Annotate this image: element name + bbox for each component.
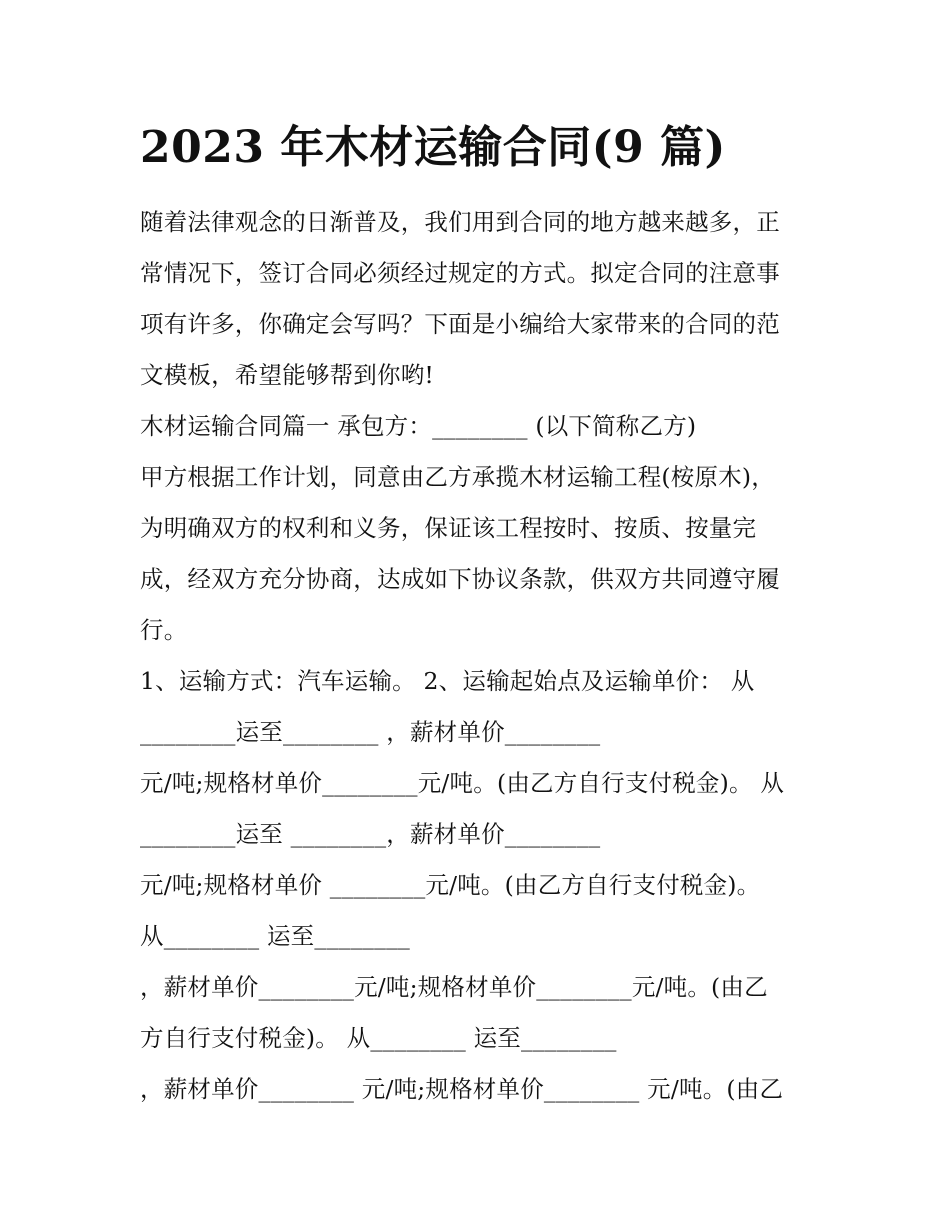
paragraph-line: 元/吨;规格材单价 ________元/吨。(由乙方自行支付税金)。: [140, 871, 761, 899]
paragraph-line: ，薪材单价________元/吨;规格材单价________元/吨。(由乙: [140, 973, 768, 1001]
paragraph-line: 行。: [140, 616, 188, 644]
paragraph-line: 常情况下，签订合同必须经过规定的方式。拟定合同的注意事: [140, 259, 780, 287]
paragraph-line: 成，经双方充分协商，达成如下协议条款，供双方共同遵守履: [140, 565, 780, 593]
paragraph-line: 1、运输方式：汽车运输。 2、运输起始点及运输单价： 从: [140, 667, 755, 695]
paragraph-line: 随着法律观念的日渐普及，我们用到合同的地方越来越多，正: [140, 208, 780, 236]
paragraph-line: 文模板，希望能够帮到你哟!: [140, 361, 435, 389]
paragraph-line: 元/吨;规格材单价________元/吨。(由乙方自行支付税金)。 从: [140, 769, 785, 797]
paragraph-line: 项有许多，你确定会写吗？下面是小编给大家带来的合同的范: [140, 310, 780, 338]
document-title: 2023 年木材运输合同(9 篇): [140, 122, 726, 173]
paragraph-line: ，薪材单价________ 元/吨;规格材单价________ 元/吨。(由乙: [140, 1075, 784, 1103]
paragraph-line: 为明确双方的权利和义务，保证该工程按时、按质、按量完: [140, 514, 757, 542]
paragraph-line: 从________ 运至________: [140, 922, 410, 950]
paragraph-line: 甲方根据工作计划，同意由乙方承揽木材运输工程(桉原木)，: [140, 463, 775, 491]
paragraph-line: 木材运输合同篇一 承包方：________ (以下简称乙方): [140, 412, 697, 440]
paragraph-line: ________运至________ ，薪材单价________: [140, 718, 601, 746]
paragraph-line: 方自行支付税金)。 从________ 运至________: [140, 1024, 617, 1052]
paragraph-line: ________运至 ________，薪材单价________: [140, 820, 601, 848]
